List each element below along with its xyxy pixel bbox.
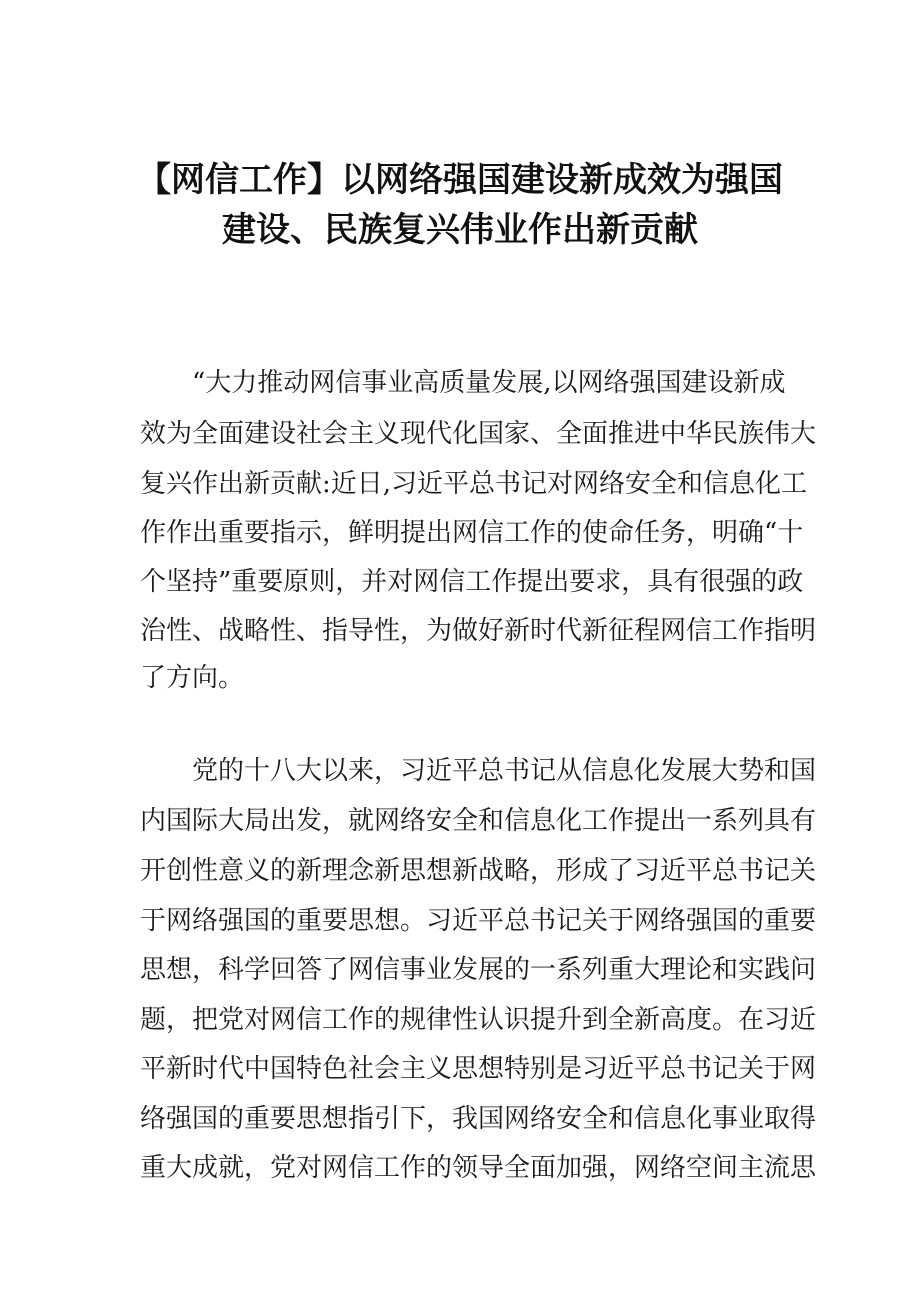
- paragraph-2-line: 题，把党对网信工作的规律性认识提升到全新高度。在习近: [140, 1005, 817, 1035]
- paragraph-2-line: 于网络强国的重要思想。习近平总书记关于网络强国的重要: [140, 906, 817, 936]
- paragraph-2-line: 党的十八大以来，习近平总书记从信息化发展大势和国: [192, 756, 817, 786]
- paragraph-1-line: 作作出重要指示，鲜明提出网信工作的使命任务，明确“十: [140, 518, 804, 548]
- paragraph-2-line: 重大成就，党对网信工作的领导全面加强，网络空间主流思: [140, 1153, 817, 1183]
- paragraph-2-line: 思想，科学回答了网信事业发展的一系列重大理论和实践问: [140, 955, 817, 985]
- page-title-line-2: 建设、民族复兴伟业作出新贡献: [222, 210, 698, 250]
- paragraph-1-line: 了方向。: [140, 663, 245, 693]
- paragraph-2-line: 开创性意义的新理念新思想新战略，形成了习近平总书记关: [140, 856, 817, 886]
- page-title-line-1: 【网信工作】以网络强国建设新成效为强国: [137, 160, 783, 200]
- paragraph-1-line: 复兴作出新贡献:近日,习近平总书记对网络安全和信息化工: [140, 469, 808, 499]
- paragraph-1-line: 个坚持”重要原则，并对网信工作提出要求，具有很强的政: [140, 567, 804, 597]
- paragraph-1-line: “大力推动网信事业高质量发展,以网络强国建设新成: [192, 368, 786, 398]
- paragraph-1-line: 效为全面建设社会主义现代化国家、全面推进中华民族伟大: [140, 419, 817, 449]
- paragraph-2-line: 平新时代中国特色社会主义思想特别是习近平总书记关于网: [140, 1054, 817, 1084]
- paragraph-2-line: 内国际大局出发，就网络安全和信息化工作提出一系列具有: [140, 806, 817, 836]
- paragraph-2-line: 络强国的重要思想指引下，我国网络安全和信息化事业取得: [140, 1104, 817, 1134]
- paragraph-1-line: 治性、战略性、指导性，为做好新时代新征程网信工作指明: [140, 616, 817, 646]
